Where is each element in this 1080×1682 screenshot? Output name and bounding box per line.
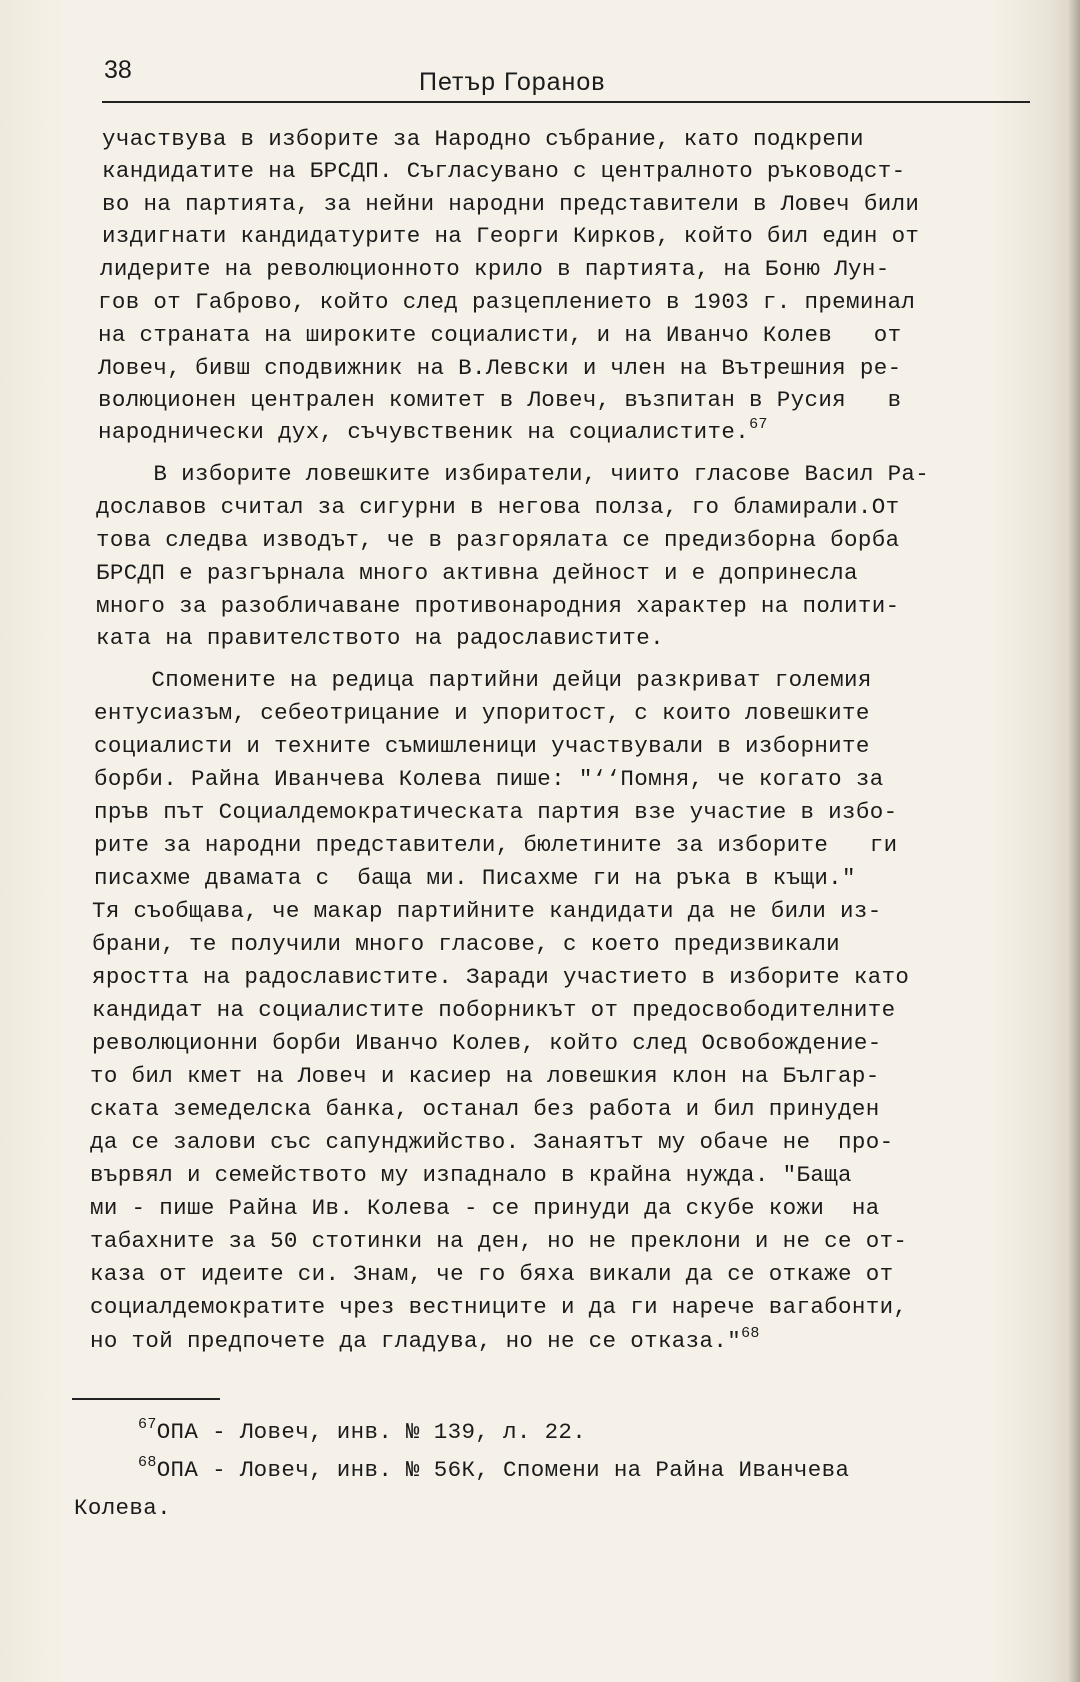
footnote-68 [138,1456,849,1487]
footnote-rule [72,1398,220,1400]
text-line: БРСДП е разгърнала много активна дейност и е допринесла [96,560,858,586]
text-line: Ловеч, бивш сподвижник на В.Левски и член на Вътрешния ре- [98,355,902,381]
text-line: во на партията, за нейни народни представители в Ловеч били [102,191,920,217]
text-line: гов от Габрово, който след разцеплението в 1903 г. преминал [98,289,916,315]
text-line: В изборите ловешките избиратели, чиито гласове Васил Ра- [98,461,930,487]
text-line: ската земеделска банка, останал без работа и бил принуден [90,1096,880,1122]
text-line: волюционен централен комитет в Ловеч, възпитан в Русия в [98,387,902,413]
text-line: брани, те получили много гласове, с което предизвикали [92,931,841,957]
text-line: лидерите на революционното крило в партията, на Боню Лун- [100,256,890,282]
text-line: участвува в изборите за Народно събрание, като подкрепи [102,126,864,152]
text-line: Тя съобщава, че макар партийните кандидати да не били из- [92,898,882,924]
footnote-text: ОПА - Ловеч, инв. № 139, л. 22. [156,1419,587,1445]
text-line [98,418,768,449]
text-line: революционни борби Иванчо Колев, който след Освобождение- [92,1030,882,1056]
text-line: кандидат на социалистите поборникът от предосвободителните [92,997,896,1023]
footnote-mark: 67 [138,1416,157,1433]
text-line: ката на правителството на радославистите. [96,625,664,651]
text-line: Спомените на редица партийни дейци разкриват големия [96,667,872,693]
page-number: 38 [104,56,132,84]
text-line: социалисти и техните съмишленици участвували в изборните [94,733,870,759]
footnote-text: ОПА - Ловеч, инв. № 56К, Спомени на Райна Иванчева [156,1457,850,1483]
text-line: вървял и семейството му изпаднало в крайна нужда. "Баща [90,1162,852,1188]
footnote-68-continued: Колева. [74,1495,171,1521]
text-line: ми - пише Райна Ив. Колева - се принуди да скубе кожи на [90,1195,880,1221]
text-line-content: но той предпочете да гладува, но не се отказа." [90,1328,742,1354]
text-line: дославов считал за сигурни в негова полза, го бламирали.От [96,494,900,520]
footnote-ref-67: 67 [749,416,768,433]
text-line: каза от идеите си. Знам, че го бяха викали да се откаже от [90,1261,894,1287]
text-line: издигнати кандидатурите на Георги Кирков, който бил един от [102,223,920,249]
text-line: писахме двамата с баща ми. Писахме ги на ръка в къщи." [94,865,856,891]
text-line: борби. Райна Иванчева Колева пише: "‘‘Помня, че когато за [94,766,884,792]
text-line: кандидатите на БРСДП. Съгласувано с централното ръководст- [102,158,906,184]
footnote-mark: 68 [138,1454,157,1471]
running-head: Петър Горанов [419,68,606,96]
text-line: яростта на радославистите. Заради участието в изборите като [92,964,910,990]
text-line: да се залови със сапунджийство. Занаятът му обаче не про- [90,1129,894,1155]
text-line: социалдемократите чрез вестниците и да ги нарече вагабонти, [90,1294,908,1320]
text-line: рите за народни представители, бюлетините за изборите ги [94,832,898,858]
text-line [90,1327,760,1358]
text-line: ентусиазъм, себеотрицание и упоритост, с които ловешките [94,700,870,726]
footnote-ref-68: 68 [741,1325,760,1342]
text-line: на страната на широките социалисти, и на Иванчо Колев от [98,322,902,348]
text-line: това следва изводът, че в разгорялата се предизборна борба [96,527,900,553]
text-line: табахните за 50 стотинки на ден, но не преклони и не се от- [90,1228,908,1254]
text-line: то бил кмет на Ловеч и касиер на ловешкия клон на Българ- [90,1063,880,1089]
text-line: пръв път Социалдемократическата партия взе участие в избо- [94,799,898,825]
text-line-content: народнически дух, съчувственик на социалистите. [98,419,750,445]
footnote-67 [138,1418,586,1449]
text-line: много за разобличаване противонародния характер на полити- [96,593,900,619]
